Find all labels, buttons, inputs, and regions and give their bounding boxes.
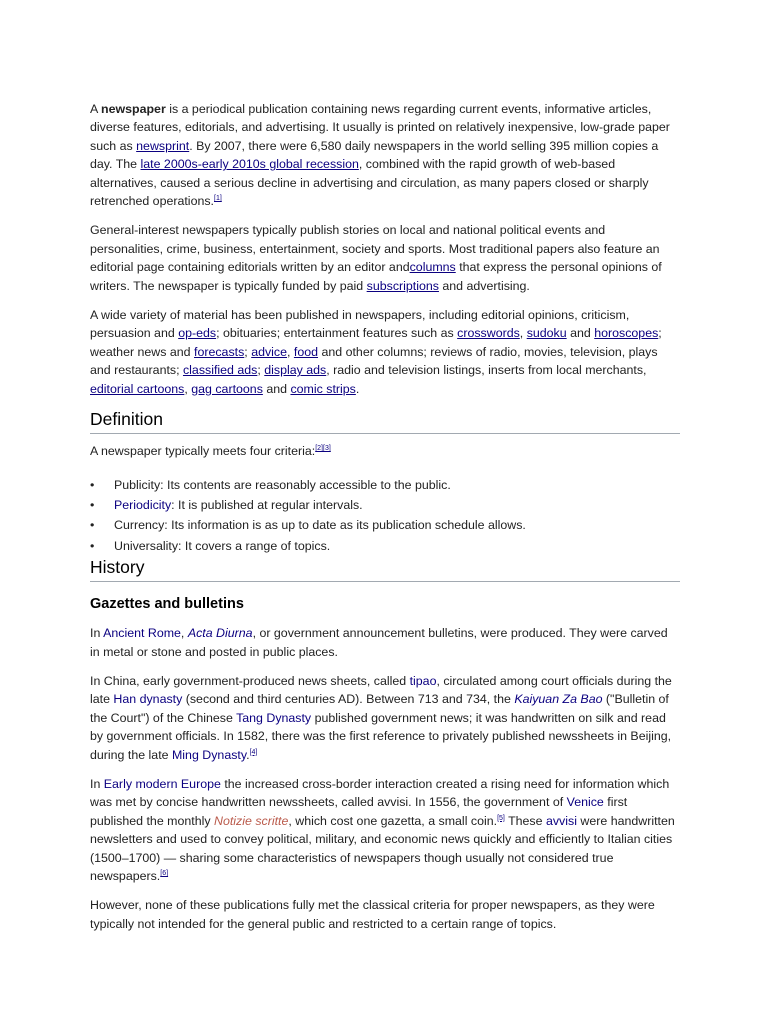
link-display-ads[interactable]: display ads <box>264 363 327 378</box>
term-newspaper: newspaper <box>101 102 166 116</box>
link-acta-diurna[interactable]: Acta Diurna <box>187 626 253 641</box>
link-venice[interactable]: Venice <box>566 795 604 810</box>
list-item: • Currency: Its information is as up to date as its publication schedule allows. <box>90 516 680 534</box>
link-sudoku[interactable]: sudoku <box>526 326 567 341</box>
bullet-icon: • <box>90 518 95 533</box>
bullet-icon: • <box>90 538 95 553</box>
ref-4[interactable]: [4] <box>249 748 258 756</box>
link-forecasts[interactable]: forecasts <box>194 344 245 359</box>
ref-6[interactable]: [6] <box>160 870 169 877</box>
intro-paragraph-2: General-interest newspapers typically publish stories on local and national political events and personalities, crime, business, entertainment, society and sports. Most traditional papers also feature an editorial page containing editorials written by an editor andcolumns that express the personal opinions of writers. The newspaper is typically funded by paid subscriptions and advertising. <box>90 223 662 293</box>
ref-5[interactable]: [5] <box>497 814 505 822</box>
link-global-recession[interactable]: late 2000s-early 2010s global recession <box>140 157 359 172</box>
link-op-eds[interactable]: op-eds <box>178 326 217 341</box>
link-kaiyuan-za-bao[interactable]: Kaiyuan Za Bao <box>514 692 603 707</box>
list-item: • Periodicity: It is published at regular intervals. <box>90 496 680 514</box>
ref-1[interactable]: [1] <box>214 195 222 203</box>
heading-history: History <box>90 557 680 582</box>
link-editorial-cartoons[interactable]: editorial cartoons <box>90 381 185 396</box>
list-item: • Universality: It covers a range of topics. <box>90 537 680 555</box>
ref-3[interactable]: [3] <box>323 445 331 453</box>
link-tang-dynasty[interactable]: Tang Dynasty <box>236 710 312 725</box>
link-columns[interactable]: columns <box>409 260 456 275</box>
link-tipao[interactable]: tipao <box>409 673 437 688</box>
link-newsprint[interactable]: newsprint <box>136 138 190 153</box>
link-classified-ads[interactable]: classified ads <box>182 363 258 378</box>
link-subscriptions[interactable]: subscriptions <box>366 278 439 293</box>
link-horoscopes[interactable]: horoscopes <box>594 326 659 341</box>
link-gag-cartoons[interactable]: gag cartoons <box>191 381 263 396</box>
link-periodicity[interactable]: Periodicity <box>114 497 172 512</box>
list-item: • Publicity: Its contents are reasonably accessible to the public. <box>90 476 680 494</box>
link-avvisi[interactable]: avvisi <box>545 813 577 828</box>
intro-paragraph-3: A wide variety of material has been published in newspapers, including editorial opinions, criticism, persuasion and op-eds; obituaries; entertainment features such as crosswords, sudoku and horoscopes; weather news and forecasts; advice, food and other columns; reviews of radio, movies, television, plays and restaurants; classified ads; display ads, radio and television listings, inserts from local merchants, editorial cartoons, gag cartoons and comic strips. <box>90 308 662 396</box>
link-han-dynasty[interactable]: Han dynasty <box>113 692 183 707</box>
history-paragraph-3: In Early modern Europe the increased cross-border interaction created a rising need for information which was met by concise handwritten newssheets, called avvisi. In 1556, the government of Venice first published the monthly Notizie scritte, which cost one gazetta, a small coin.[5] These avvisi were handwritten newsletters and used to convey political, military, and economic news quickly and efficiently to Italian cities (1500–1700) — sharing some characteristics of newspapers though usually not considered true newspapers.[6] <box>90 776 675 883</box>
article-body <box>90 100 680 944</box>
criteria-intro: A newspaper typically meets four criteria:[2][3] <box>90 444 331 459</box>
history-paragraph-2: In China, early government-produced news sheets, called tipao, circulated among court officials during the late Han dynasty (second and third centuries AD). Between 713 and 734, the Kaiyuan Za Bao ("Bulletin of the Court") of the Chinese Tang Dynasty published government news; it was handwritten on silk and read by government officials. In 1582, there was the first reference to privately published newssheets in Beijing, during the late Ming Dynasty.[4] <box>90 673 672 762</box>
ref-2[interactable]: [2] <box>315 445 323 453</box>
history-paragraph-4: However, none of these publications fully met the classical criteria for proper newspapers, as they were typically not intended for the general public and restricted to a certain range of topics. <box>90 898 655 931</box>
history-paragraph-1: In Ancient Rome, Acta Diurna, or government announcement bulletins, were produced. They were carved in metal or stone and posted in public places. <box>90 626 668 659</box>
criteria-list <box>90 476 680 556</box>
link-comic-strips[interactable]: comic strips <box>290 381 356 396</box>
subheading-gazettes: Gazettes and bulletins <box>90 596 244 613</box>
intro-paragraph-1: A newspaper is a periodical publication containing news regarding current events, informative articles, diverse features, editorials, and advertising. It usually is printed on relatively inexpensive, low-grade paper such as newsprint. By 2007, there were 6,580 daily newspapers in the world selling 395 million copies a day. The late 2000s-early 2010s global recession, combined with the rapid growth of web-based alternatives, caused a serious decline in advertising and circulation, as many papers closed or sharply retrenched operations.[1] <box>90 102 670 209</box>
bullet-icon: • <box>90 497 95 512</box>
link-advice[interactable]: advice <box>251 344 288 359</box>
heading-definition: Definition <box>90 409 680 434</box>
link-notizie-scritte[interactable]: Notizie scritte <box>214 813 289 828</box>
bullet-icon: • <box>90 477 95 492</box>
link-food[interactable]: food <box>293 344 319 359</box>
link-early-modern-europe[interactable]: Early modern Europe <box>103 776 221 791</box>
link-ancient-rome[interactable]: Ancient Rome <box>103 626 181 641</box>
link-ming-dynasty[interactable]: Ming Dynasty <box>171 747 247 762</box>
link-crosswords[interactable]: crosswords <box>457 326 520 341</box>
